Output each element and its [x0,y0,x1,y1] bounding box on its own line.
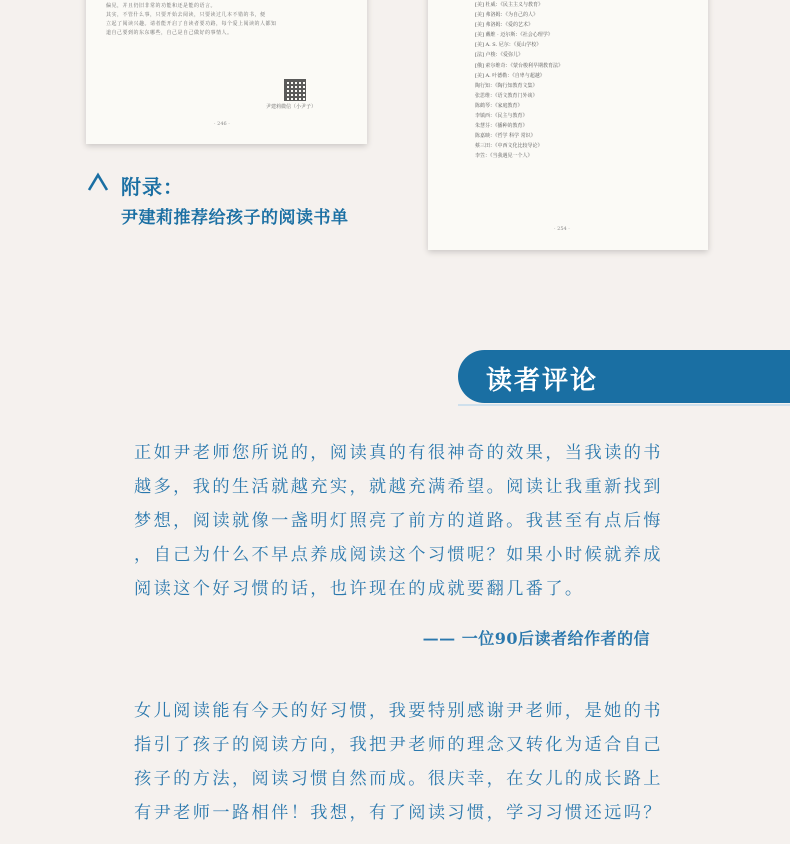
book-page-left [86,0,367,144]
reference-item: 李镇西：《民主与教育》 [475,113,528,120]
review-line: 有尹老师一路相伴！我想，有了阅读习惯，学习习惯还远吗？ [134,803,663,823]
section-title: 读者评论 [486,366,599,396]
reference-item: 张思维：《语文教育门外谈》 [475,92,538,99]
reference-item: [美] 弗洛姆：《为自己的人》 [475,12,538,19]
book-page-right [428,0,708,250]
page-text-line: 偏见，并且仍旧非常的功能和还是能的语言。 [106,3,217,9]
appendix-title: 附录： [121,175,184,199]
appendix-subtitle: 尹建莉推荐给孩子的阅读书单 [121,208,349,228]
qr-caption: 尹建莉微信（小尹子） [266,104,317,110]
reference-item: 李笠：《当我遇见一个人》 [475,153,533,160]
review-line: 女儿阅读能有今天的好习惯，我要特别感谢尹老师，是她的书 [134,701,663,721]
review-attribution: —— 一位90后读者给作者的信 [422,629,650,648]
reference-item: [美] 弗洛姆：《爱的艺术》 [475,22,533,29]
review-paragraph [134,436,663,606]
reference-item: [美] 戴维 · 迈尔斯：《社会心理学》 [475,32,553,39]
review-line: 梦想，阅读就像一盏明灯照亮了前方的道路。我甚至有点后悔 [134,511,663,531]
reference-item: 陈嘉映：《哲学 科学 常识》 [475,133,536,140]
review-paragraph [134,694,663,830]
reference-item: [俄] 索尔维奇：《蒙台梭利早期教育法》 [475,62,563,69]
page-text-line: 其实，不管什么事，只要开始去阅读，只要读过几本不错的书，便 [106,12,266,18]
page-text-line: 道自己要到的东东哪些，自己是自己做好的事情人。 [106,30,233,36]
reference-item: [美] 杜威：《民主主义与教育》 [475,2,543,8]
review-line: 正如尹老师您所说的，阅读真的有很神奇的效果，当我读的书 [134,443,663,463]
reference-item: 朱慧芬：《播种的教育》 [475,123,528,130]
reference-item: [美] A. S. 尼尔：《夏山学校》 [475,42,542,49]
page-text-line: 立起了阅读兴趣。请者能开启了自读者要功路，每个爱上阅读的人都知 [106,21,277,27]
banner-underline [458,404,790,406]
page-body-text [106,2,347,38]
reference-item: [美] A. 叶德勒：《自卑与超越》 [475,72,545,79]
page-number: · 254 · [554,226,570,232]
page-number: · 246 · [214,121,230,127]
reference-item: 陈鹤琴：《家庭教育》 [475,102,523,109]
review-line: ，自己为什么不早点养成阅读这个习惯呢？如果小时候就养成 [134,545,663,565]
qr-code-icon [284,79,306,101]
review-line: 孩子的方法，阅读习惯自然而成。很庆幸，在女儿的成长路上 [134,769,663,789]
section-banner [458,350,790,403]
reference-list [475,0,563,162]
reference-item: 陶行知：《陶行知教育文集》 [475,82,538,89]
review-line: 越多，我的生活就越充实，就越充满希望。阅读让我重新找到 [134,477,663,497]
review-line: 指引了孩子的阅读方向，我把尹老师的理念又转化为适合自己 [134,735,663,755]
chevron-up-icon [87,172,109,192]
reference-item: [法] 卢梭：《爱弥儿》 [475,52,523,59]
review-line: 阅读这个好习惯的话，也许现在的成就要翻几番了。 [134,579,585,599]
reference-item: 蔡三田：《中西文化比较导论》 [475,143,543,150]
